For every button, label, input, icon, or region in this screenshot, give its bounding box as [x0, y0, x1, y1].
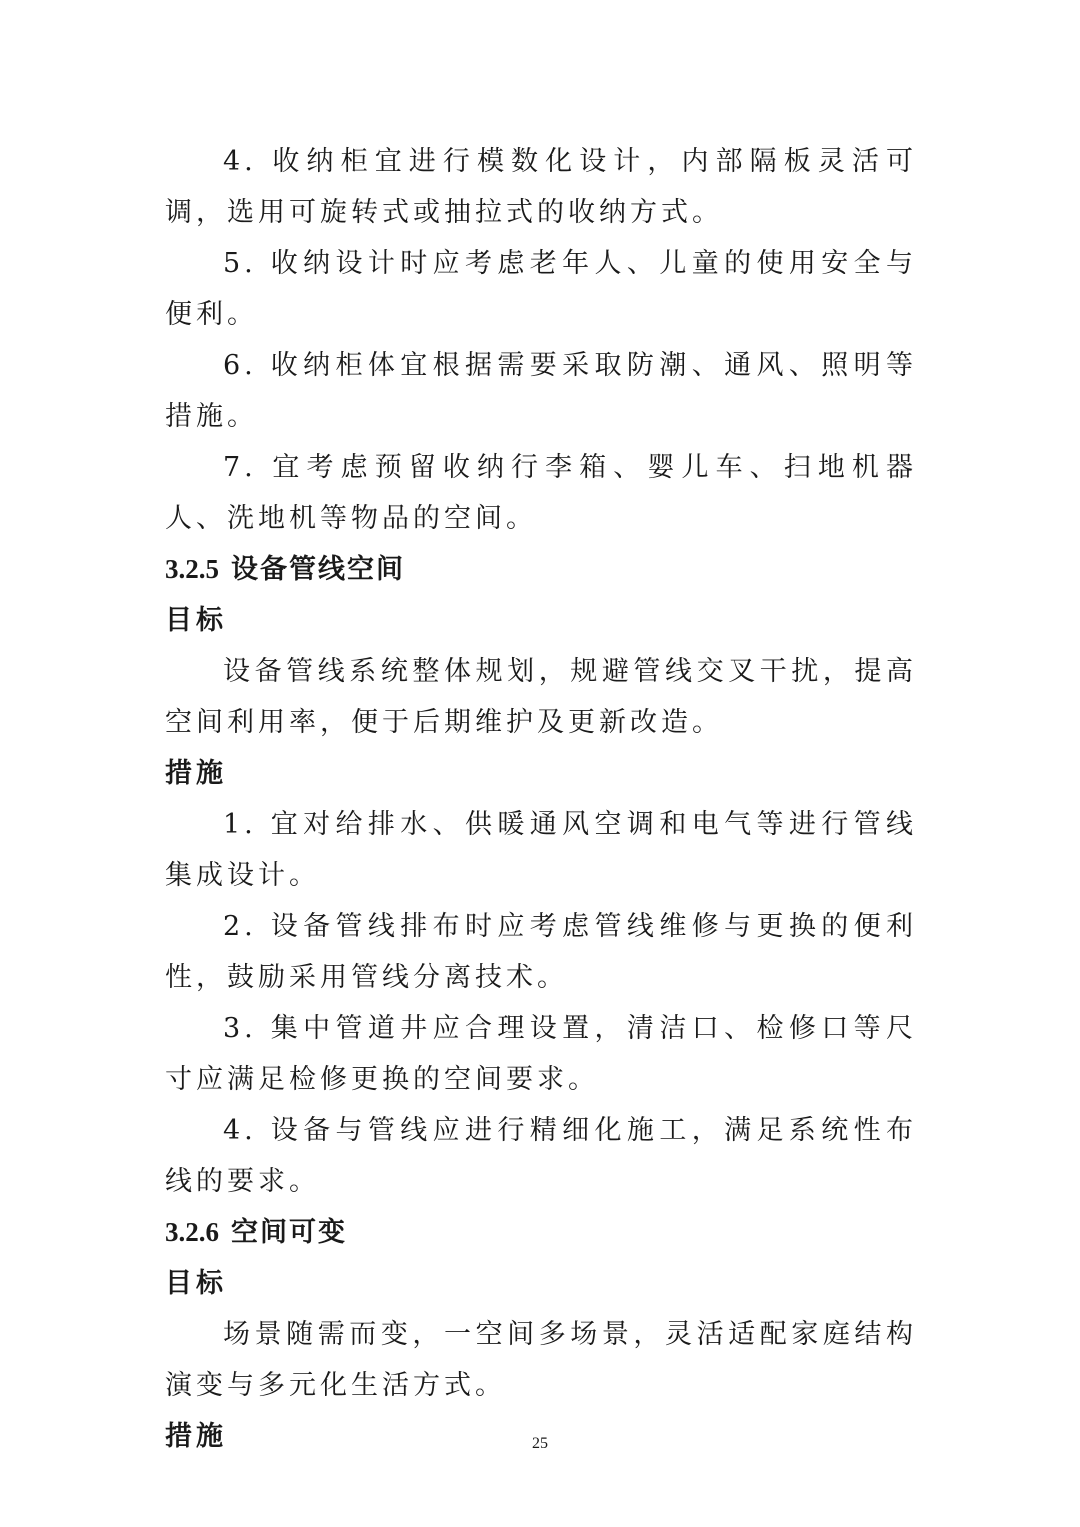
- goal-label: 目标: [165, 605, 227, 636]
- measures-label: 措施: [165, 758, 227, 789]
- section-title: 设备管线空间: [231, 554, 405, 585]
- list-item-storage-7: 7. 宜考虑预留收纳行李箱、婴儿车、扫地机器人、洗地机等物品的空间。: [165, 452, 917, 534]
- list-item-pipeline-3: 3. 集中管道井应合理设置，清洁口、检修口等尺寸应满足检修更换的空间要求。: [165, 1013, 917, 1095]
- section-heading-3-2-5: [165, 544, 917, 595]
- section-title: 空间可变: [231, 1217, 347, 1248]
- goal-text: 设备管线系统整体规划，规避管线交叉干扰，提高空间利用率，便于后期维护及更新改造。: [165, 656, 917, 738]
- goal-label: 目标: [165, 1268, 227, 1299]
- page-number: 25: [532, 1435, 548, 1452]
- page-body: [165, 136, 917, 1462]
- list-item-storage-6: 6. 收纳柜体宜根据需要采取防潮、通风、照明等措施。: [165, 350, 917, 432]
- measures-label: 措施: [165, 1421, 227, 1452]
- list-item-pipeline-1: 1. 宜对给排水、供暖通风空调和电气等进行管线集成设计。: [165, 809, 917, 891]
- section-heading-3-2-6: [165, 1207, 917, 1258]
- list-item-pipeline-2: 2. 设备管线排布时应考虑管线维修与更换的便利性，鼓励采用管线分离技术。: [165, 911, 917, 993]
- list-item-storage-4: 4. 收纳柜宜进行模数化设计，内部隔板灵活可调，选用可旋转式或抽拉式的收纳方式。: [165, 146, 917, 228]
- section-number: 3.2.6: [165, 1217, 219, 1247]
- list-item-storage-5: 5. 收纳设计时应考虑老年人、儿童的使用安全与便利。: [165, 248, 917, 330]
- section-number: 3.2.5: [165, 554, 219, 584]
- goal-text: 场景随需而变，一空间多场景，灵活适配家庭结构演变与多元化生活方式。: [165, 1319, 917, 1401]
- list-item-pipeline-4: 4. 设备与管线应进行精细化施工，满足系统性布线的要求。: [165, 1115, 917, 1197]
